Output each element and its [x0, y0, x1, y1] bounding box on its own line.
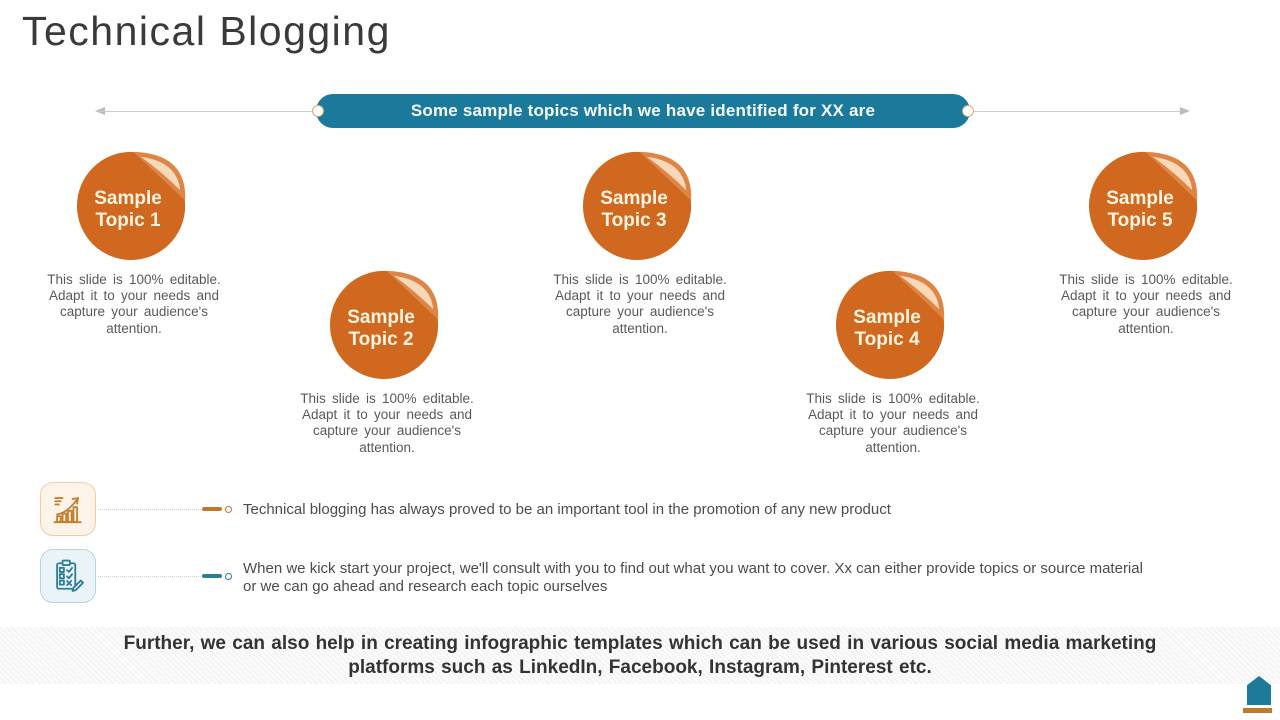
- topic-column-5: [1046, 144, 1246, 337]
- growth-chart-icon: [48, 489, 88, 529]
- bullet-dot: [225, 506, 232, 513]
- sticker-topic-4: [834, 263, 952, 381]
- bullet-text-2: When we kick start your project, we'll consult with you to find out what you want to cover. Xx can either provide topics or source material or we can go ahead and research each topic ourselves: [243, 560, 1143, 595]
- bullet-dash: [202, 507, 222, 511]
- connector-line: [98, 576, 201, 577]
- topic-column-4: [793, 263, 993, 456]
- axis-node-right: [962, 105, 974, 117]
- sticker-topic-3: [581, 144, 699, 262]
- checklist-icon-box: [40, 549, 96, 603]
- topic-description: This slide is 100% editable. Adapt it to your needs and capture your audience's attention.: [806, 391, 980, 455]
- axis-line-right: [972, 111, 1180, 112]
- sticker-label: Sample Topic 5: [1106, 187, 1174, 232]
- bullet-dash: [202, 574, 222, 578]
- bullet-text-1: Technical blogging has always proved to be an important tool in the promotion of any new product: [243, 501, 891, 518]
- sticker-label: Sample Topic 1: [94, 187, 162, 232]
- corner-accent-bar: [1243, 708, 1272, 713]
- topic-description: This slide is 100% editable. Adapt it to your needs and capture your audience's attention.: [300, 391, 474, 455]
- connector-line: [98, 509, 201, 510]
- sticker-label: Sample Topic 3: [600, 187, 668, 232]
- sticker-topic-1: [75, 144, 193, 262]
- sticker-label: Sample Topic 2: [347, 306, 415, 351]
- bullet-dot: [225, 573, 232, 580]
- topic-column-2: [287, 263, 487, 456]
- axis-line-left: [99, 111, 315, 112]
- right-arrowhead-icon: [1180, 107, 1190, 115]
- sticker-topic-5: [1087, 144, 1205, 262]
- footer-strip: [0, 627, 1280, 684]
- topic-column-1: [34, 144, 234, 337]
- checklist-pencil-icon: [48, 556, 88, 596]
- footer-note: Further, we can also help in creating infographic templates which can be used in various social media marketing platforms such as LinkedIn, Facebook, Instagram, Pinterest etc.: [123, 633, 1157, 678]
- page-title: Technical Blogging: [22, 8, 391, 54]
- topic-description: This slide is 100% editable. Adapt it to your needs and capture your audience's attention.: [1059, 272, 1233, 336]
- topic-description: This slide is 100% editable. Adapt it to your needs and capture your audience's attention.: [553, 272, 727, 336]
- growth-chart-icon-box: [40, 482, 96, 536]
- banner-pill: [316, 94, 970, 128]
- banner-label: Some sample topics which we have identified for XX are: [410, 101, 876, 120]
- topic-description: This slide is 100% editable. Adapt it to your needs and capture your audience's attention.: [47, 272, 221, 336]
- sticker-topic-2: [328, 263, 446, 381]
- axis-node-left: [312, 105, 324, 117]
- sticker-label: Sample Topic 4: [853, 306, 921, 351]
- topic-column-3: [540, 144, 740, 337]
